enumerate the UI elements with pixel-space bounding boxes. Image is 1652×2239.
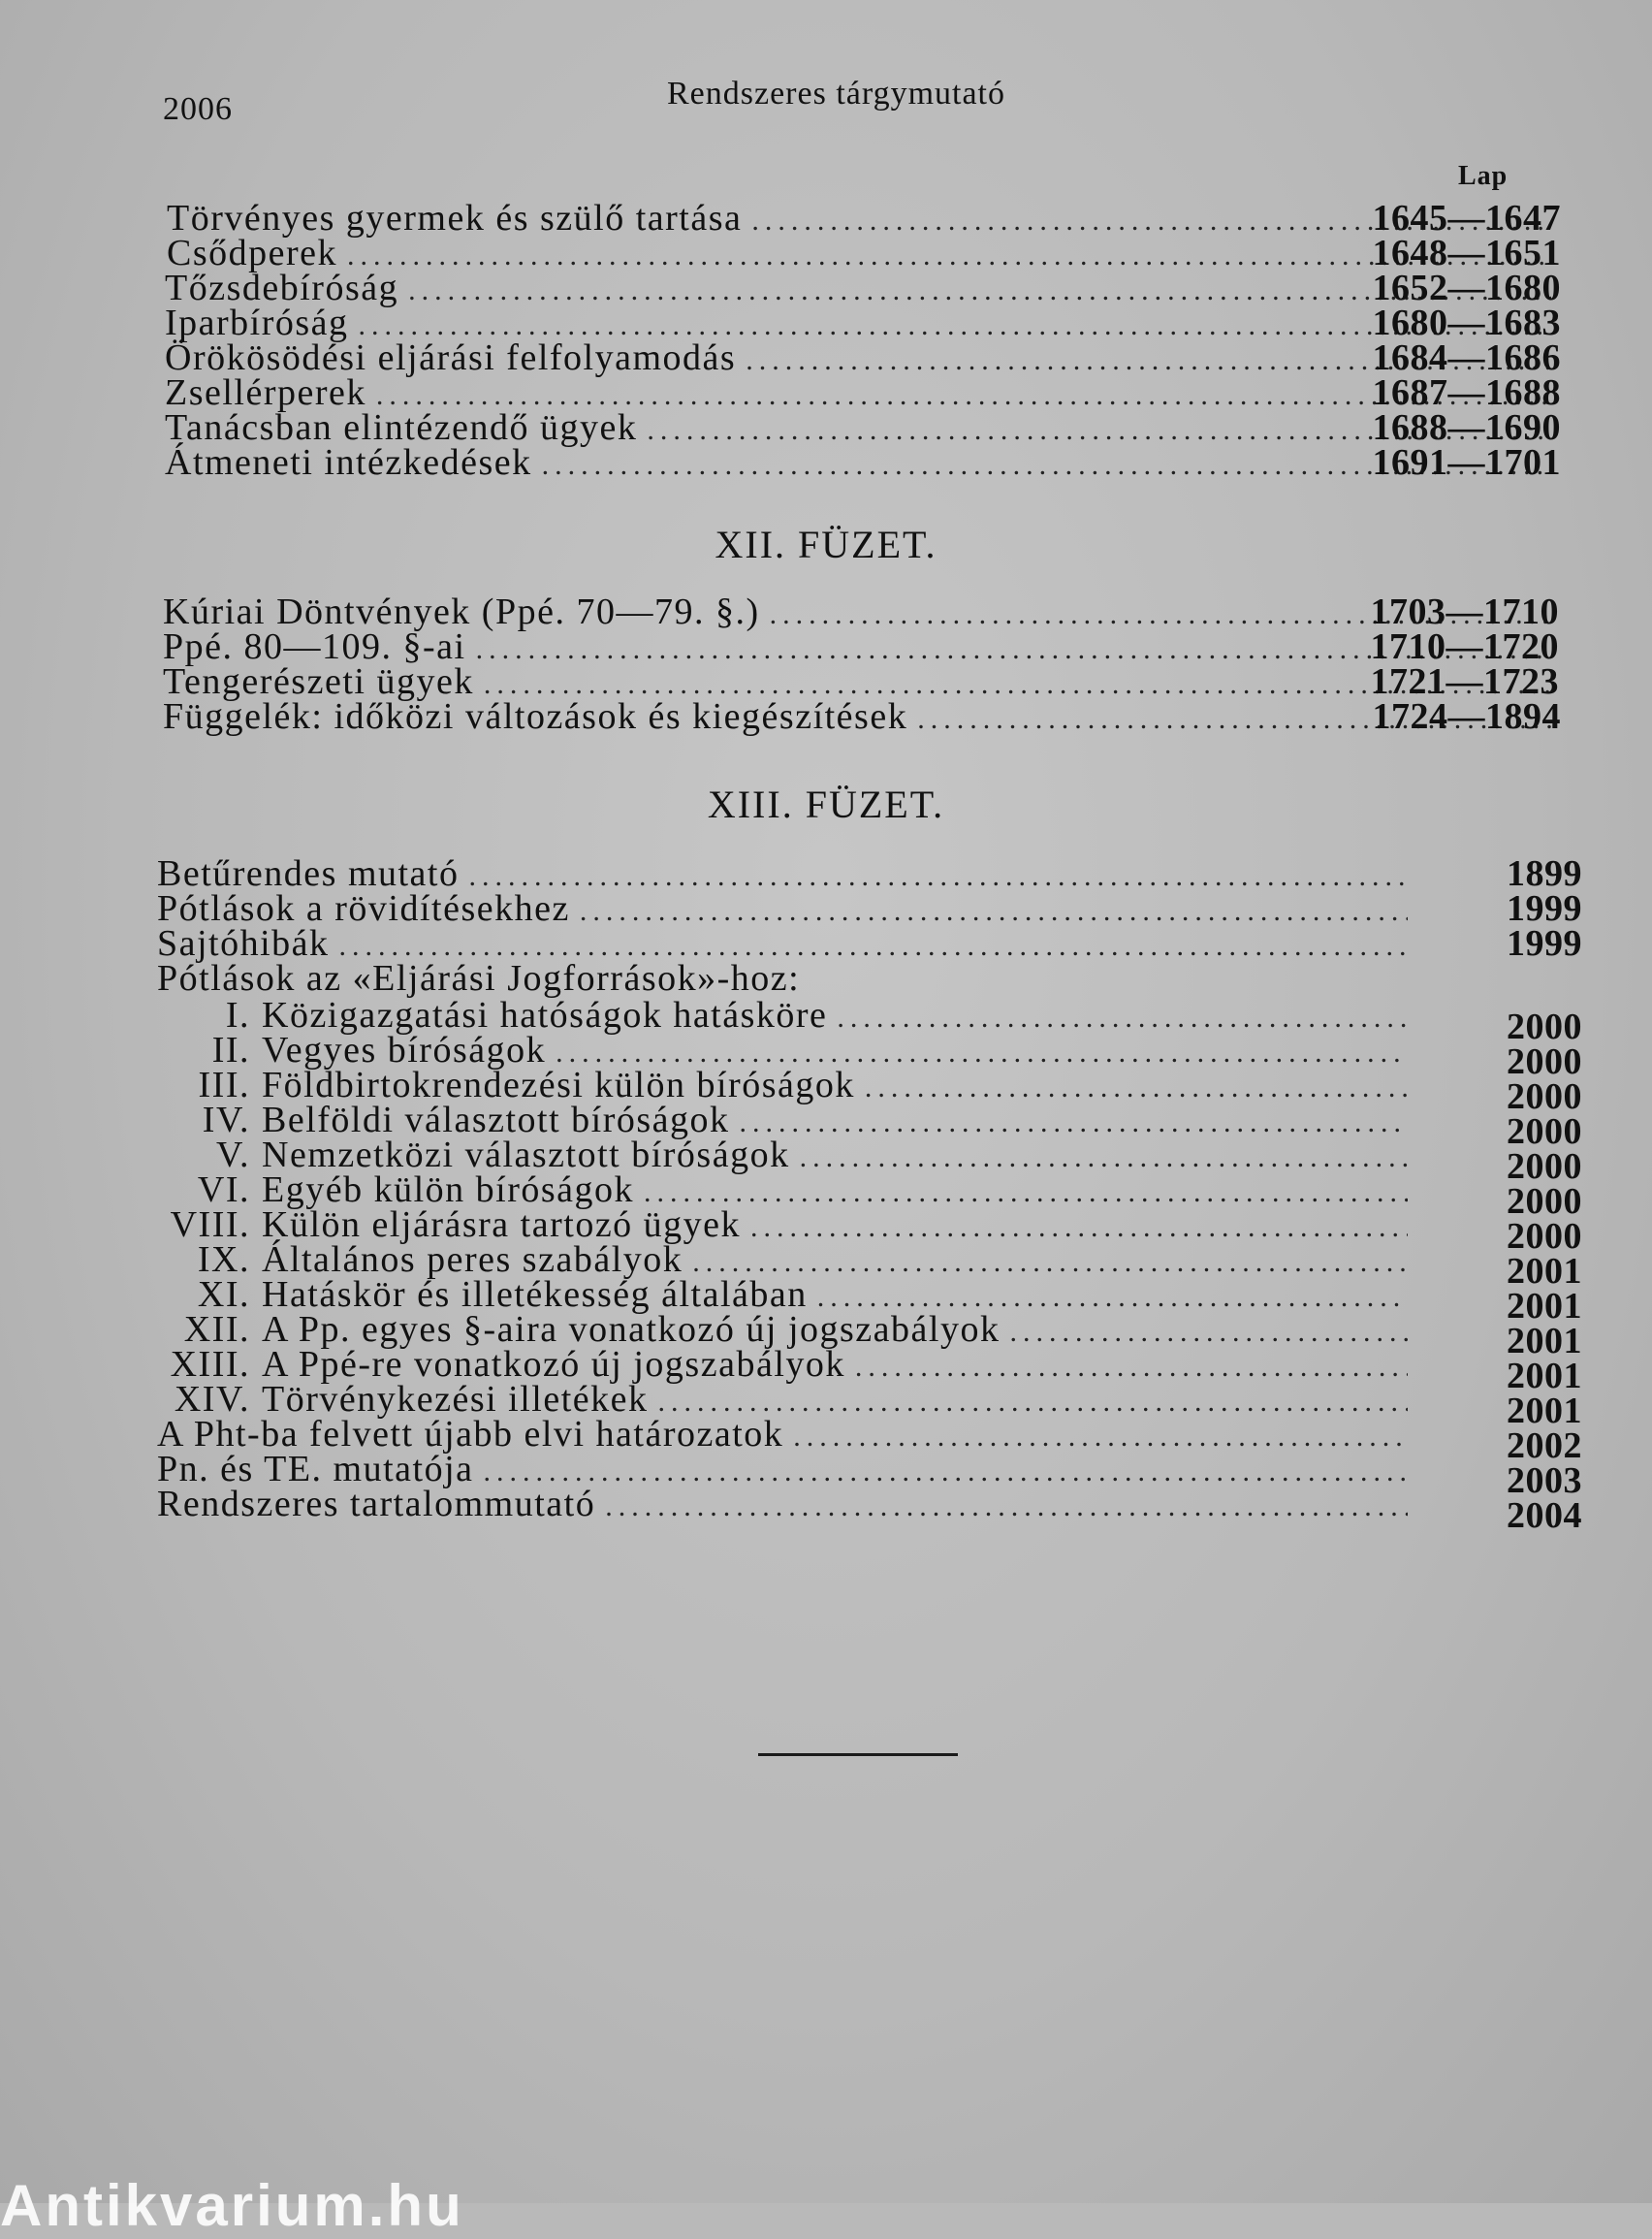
list-item: [157, 1449, 1582, 1501]
entry-label: Rendszeres tartalommutató: [157, 1484, 596, 1524]
list-item: [157, 1100, 1582, 1152]
subheading-label: Pótlások az «Eljárási Jogforrások»-hoz:: [157, 958, 801, 999]
entry-pages: 2004: [1507, 1495, 1582, 1536]
entry-pages: 1721—1723: [1370, 661, 1559, 702]
entry-label: Kúriai Döntvények (Ppé. 70—79. §.): [163, 592, 760, 632]
list-item: [165, 374, 1561, 411]
entry-pages: 2003: [1507, 1460, 1582, 1501]
entry-pages: 1710—1720: [1370, 626, 1559, 667]
entry-label: Átmeneti intézkedések: [165, 442, 532, 483]
roman-numeral: II.: [211, 1030, 250, 1071]
entry-pages: 2000: [1507, 1181, 1582, 1222]
list-item: [157, 890, 1582, 927]
entry-label: Tanácsban elintézendő ügyek: [165, 407, 638, 448]
list-item: [157, 1309, 1582, 1361]
entry-label: Zsellérperek: [165, 372, 366, 413]
roman-numeral: IV.: [202, 1100, 250, 1140]
entry-label: Külön eljárásra tartozó ügyek: [262, 1204, 742, 1245]
list-item: [163, 593, 1559, 630]
list-item: [157, 1344, 1582, 1396]
entry-pages: 2000: [1507, 1216, 1582, 1257]
entry-label: Örökösödési eljárási felfolyamodás: [165, 337, 737, 378]
entry-pages: 1687—1688: [1372, 372, 1561, 413]
entry-label: Földbirtokrendezési külön bíróságok: [262, 1065, 855, 1105]
list-item: [157, 995, 1582, 1047]
entry-pages: 2000: [1507, 1076, 1582, 1117]
entry-pages: 1999: [1507, 888, 1582, 929]
running-title: Rendszeres tárgymutató: [667, 76, 1006, 112]
section-heading-xii: XII. FÜZET.: [715, 523, 937, 566]
entry-pages: 2000: [1507, 1041, 1582, 1082]
list-item: [157, 855, 1582, 892]
roman-numeral: XIII.: [170, 1344, 250, 1385]
roman-numeral: XII.: [183, 1309, 250, 1350]
entry-label: Tőzsdebíróság: [165, 268, 399, 308]
list-item: [157, 1169, 1582, 1222]
entry-pages: 2001: [1507, 1356, 1582, 1396]
entry-label: Közigazgatási hatóságok hatásköre: [262, 995, 828, 1036]
list-item: [163, 628, 1559, 665]
entry-pages: 1645—1647: [1372, 198, 1561, 239]
entry-label: Csődperek: [167, 233, 338, 273]
entry-pages: 2000: [1507, 1146, 1582, 1187]
entry-label: Törvénykezési illetékek: [262, 1379, 649, 1420]
entry-label: A Pht-ba felvett újabb elvi határozatok: [157, 1414, 784, 1455]
entry-pages: 2001: [1507, 1321, 1582, 1361]
page-header: [163, 76, 1559, 127]
entry-pages: 1899: [1507, 853, 1582, 894]
entry-label: Törvényes gyermek és szülő tartása: [167, 198, 743, 239]
section-heading-xiii: XIII. FÜZET.: [707, 783, 945, 826]
entry-label: Hatáskör és illetékesség általában: [262, 1274, 808, 1315]
entry-label: Betűrendes mutató: [157, 853, 460, 894]
entry-pages: 1703—1710: [1370, 592, 1559, 632]
column-header-lap: Lap: [1458, 161, 1509, 191]
entry-label: Egyéb külön bíróságok: [262, 1169, 635, 1210]
entry-label: Sajtóhibák: [157, 923, 330, 964]
roman-numeral: I.: [225, 995, 250, 1036]
entry-label: A Pp. egyes §-aira vonatkozó új jogszabályok: [262, 1309, 1001, 1350]
roman-numeral: IX.: [197, 1239, 250, 1280]
entry-pages: 2002: [1507, 1425, 1582, 1466]
entry-pages: 1691—1701: [1372, 442, 1561, 483]
list-item: [157, 1030, 1582, 1082]
list-item: [157, 1239, 1582, 1292]
roman-numeral: III.: [198, 1065, 250, 1105]
roman-numeral: VIII.: [170, 1204, 250, 1245]
entry-label: Nemzetközi választott bíróságok: [262, 1135, 790, 1175]
roman-numeral: XIV.: [174, 1379, 250, 1420]
entry-pages: 1652—1680: [1372, 268, 1561, 308]
entry-pages: 2000: [1507, 1007, 1582, 1047]
end-rule: [758, 1753, 958, 1756]
entry-pages: 2001: [1507, 1251, 1582, 1292]
entry-label: Vegyes bíróságok: [262, 1030, 547, 1071]
list-item: [157, 1274, 1582, 1327]
list-item: [163, 663, 1559, 700]
list-item: [157, 925, 1582, 962]
roman-numeral: XI.: [197, 1274, 250, 1315]
list-item: [165, 339, 1561, 376]
entry-label: Pn. és TE. mutatója: [157, 1449, 474, 1489]
roman-numeral: V.: [215, 1135, 250, 1175]
entry-pages: 2000: [1507, 1111, 1582, 1152]
list-item: [165, 304, 1561, 341]
list-item: [157, 1414, 1582, 1466]
watermark: Antikvarium.hu: [0, 2173, 464, 2238]
list-item: [165, 444, 1561, 481]
entry-pages: 1680—1683: [1372, 303, 1561, 343]
list-item: [157, 1135, 1582, 1187]
entry-label: Függelék: időközi változások és kiegészítések: [163, 696, 908, 737]
entry-label: Pótlások a rövidítésekhez: [157, 888, 570, 929]
entry-label: Iparbíróság: [165, 303, 349, 343]
roman-numeral: VI.: [197, 1169, 250, 1210]
entry-pages: 2001: [1507, 1391, 1582, 1431]
entry-pages: 1684—1686: [1372, 337, 1561, 378]
entry-label: Tengerészeti ügyek: [163, 661, 474, 702]
list-item: [163, 698, 1561, 735]
entry-pages: 1999: [1507, 923, 1582, 964]
list-item: [165, 270, 1561, 306]
entry-label: A Ppé-re vonatkozó új jogszabályok: [262, 1344, 845, 1385]
entry-label: Általános peres szabályok: [262, 1239, 683, 1280]
list-item: [157, 1379, 1582, 1431]
entry-pages: 2001: [1507, 1286, 1582, 1327]
subheading: [157, 960, 1320, 997]
entry-pages: 1724—1894: [1372, 696, 1561, 737]
entry-pages: 1648—1651: [1372, 233, 1561, 273]
entry-label: Belföldi választott bíróságok: [262, 1100, 730, 1140]
list-item: [157, 1065, 1582, 1117]
list-item: [167, 200, 1561, 237]
list-item: [167, 235, 1561, 272]
entry-label: Ppé. 80—109. §-ai: [163, 626, 466, 667]
list-item: [157, 1204, 1582, 1257]
list-item: [157, 1484, 1582, 1536]
page-number: 2006: [163, 91, 233, 127]
list-item: [165, 409, 1561, 446]
entry-pages: 1688—1690: [1372, 407, 1561, 448]
